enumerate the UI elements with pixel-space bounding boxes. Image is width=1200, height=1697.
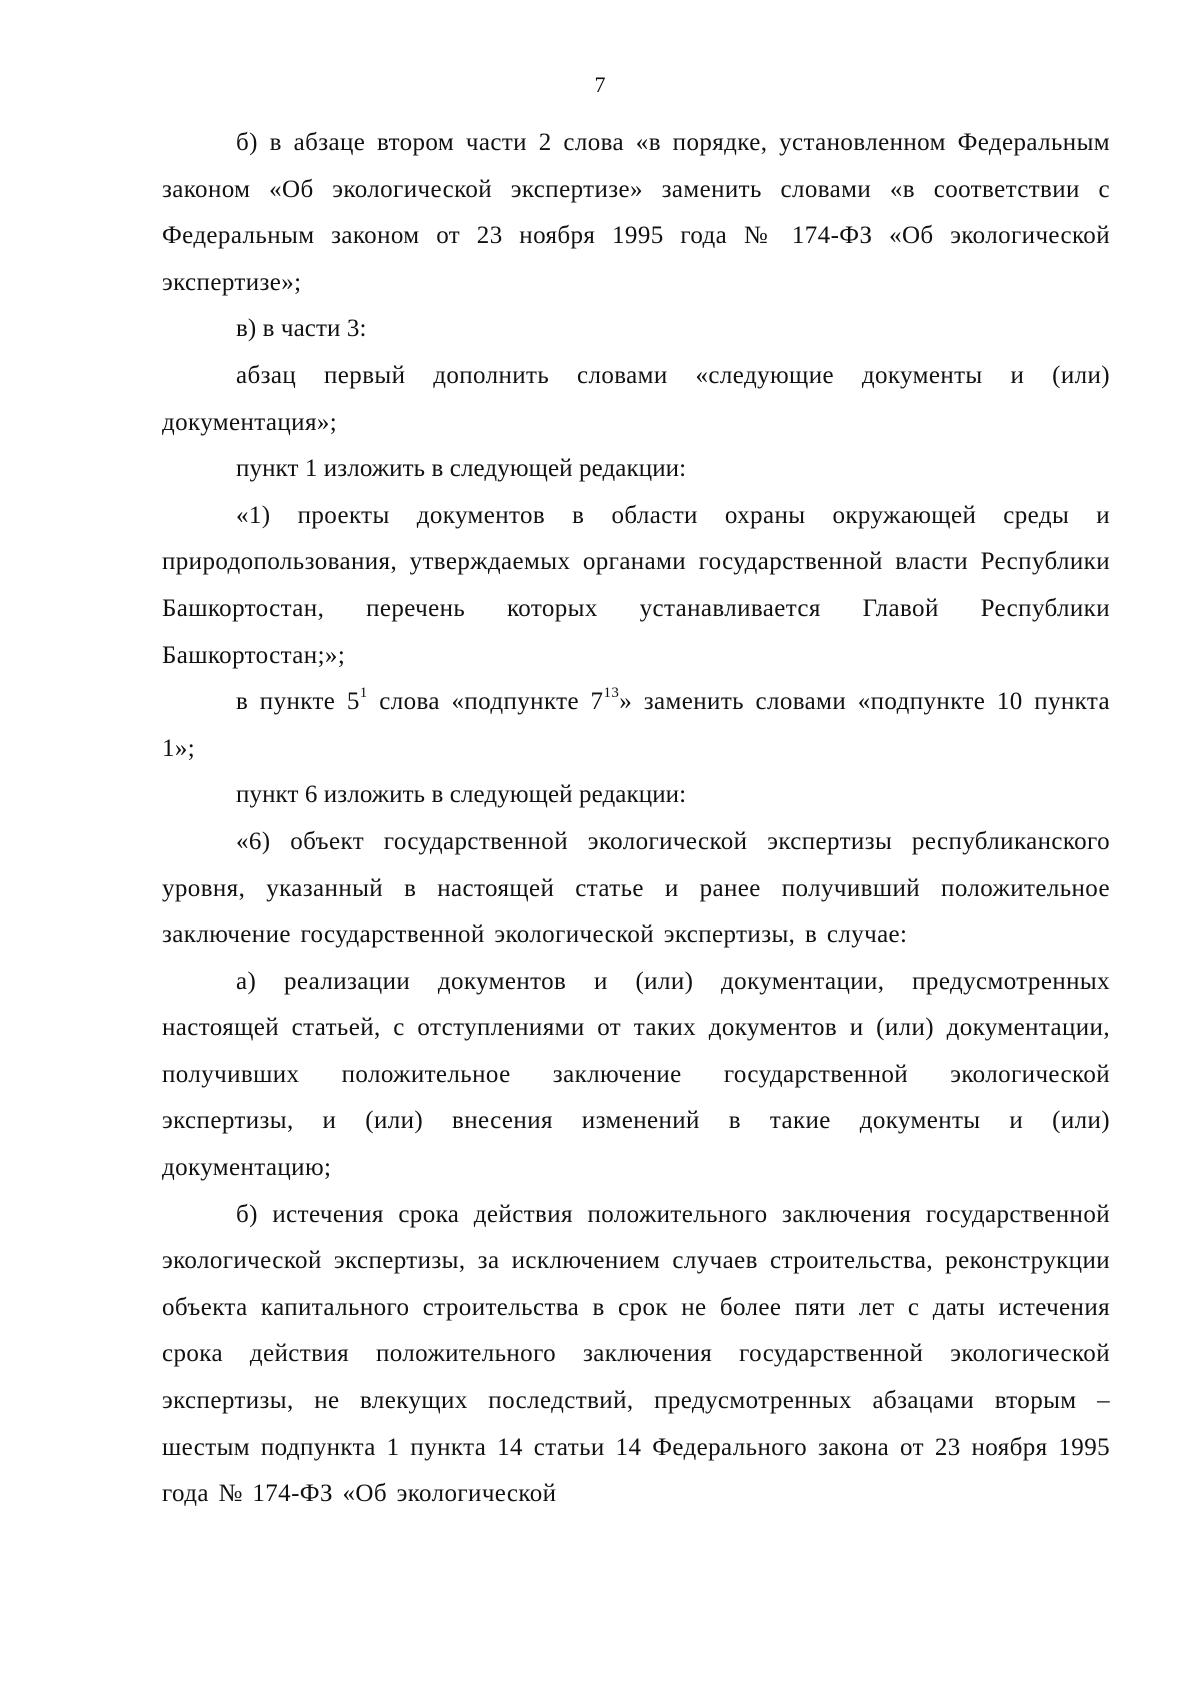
point-5-text-b: слова «подпункте 7: [367, 688, 604, 716]
page-number: 7: [594, 72, 606, 97]
document-body: [162, 120, 1110, 1518]
point-5-text-a: в пункте 5: [236, 688, 360, 716]
paragraph-point-1-heading: пункт 1 изложить в следующей редакции:: [236, 455, 687, 483]
point-5-superscript: 1: [359, 684, 368, 701]
paragraph-point-6-text: «6) объект государственной экологической экспертизы республиканского уровня, указанный в настоящей статье и ранее получивший положительное заключение государственной экологической экспертизы, в случае:: [162, 827, 1110, 949]
paragraph-first-abzac: абзац первый дополнить словами «следующие документы и (или) документация»;: [162, 361, 1110, 436]
point-5-text-c: » заменить словами «подпункте 10 пункта 1»;: [162, 688, 1111, 762]
paragraph-subpoint-b: б) истечения срока действия положительного заключения государственной экологической экспертизы, за исключением случаев строительства, реконструкции объекта капитального строительства в срок не более пяти лет с даты истечения срока действия положительного заключения государственной экологической экспертизы, не влекущих последствий, предусмотренных абзацами вторым – шестым подпункта 1 пункта 14 статьи 14 Федерального закона от 23 ноября 1995 года № 174-ФЗ «Об экологической: [162, 1200, 1110, 1508]
paragraph-point-1-text: «1) проекты документов в области охраны окружающей среды и природопользования, утверждаемых органами государственной власти Республики Башкортостан, перечень которых устанавливается Главой Республики Башкортостан;»;: [162, 501, 1110, 669]
paragraph-point-6-heading: пункт 6 изложить в следующей редакции:: [236, 781, 687, 809]
subpoint-7-superscript: 13: [603, 684, 620, 701]
paragraph-subpoint-a: а) реализации документов и (или) документации, предусмотренных настоящей статьей, с отступлениями от таких документов и (или) документации, получивших положительное заключение государственной экологической экспертизы, и (или) внесения изменений в такие документы и (или) документацию;: [162, 967, 1110, 1182]
paragraph-b-part-2: б) в абзаце втором части 2 слова «в порядке, установленном Федеральным законом «Об экологической экспертизе» заменить словами «в соответствии с Федеральным законом от 23 ноября 1995 года № 174-ФЗ «Об экологической экспертизе»;: [162, 129, 1110, 296]
paragraph-v-part-3: в) в части 3:: [236, 315, 367, 343]
paragraph-point-5-1: [162, 679, 1110, 772]
